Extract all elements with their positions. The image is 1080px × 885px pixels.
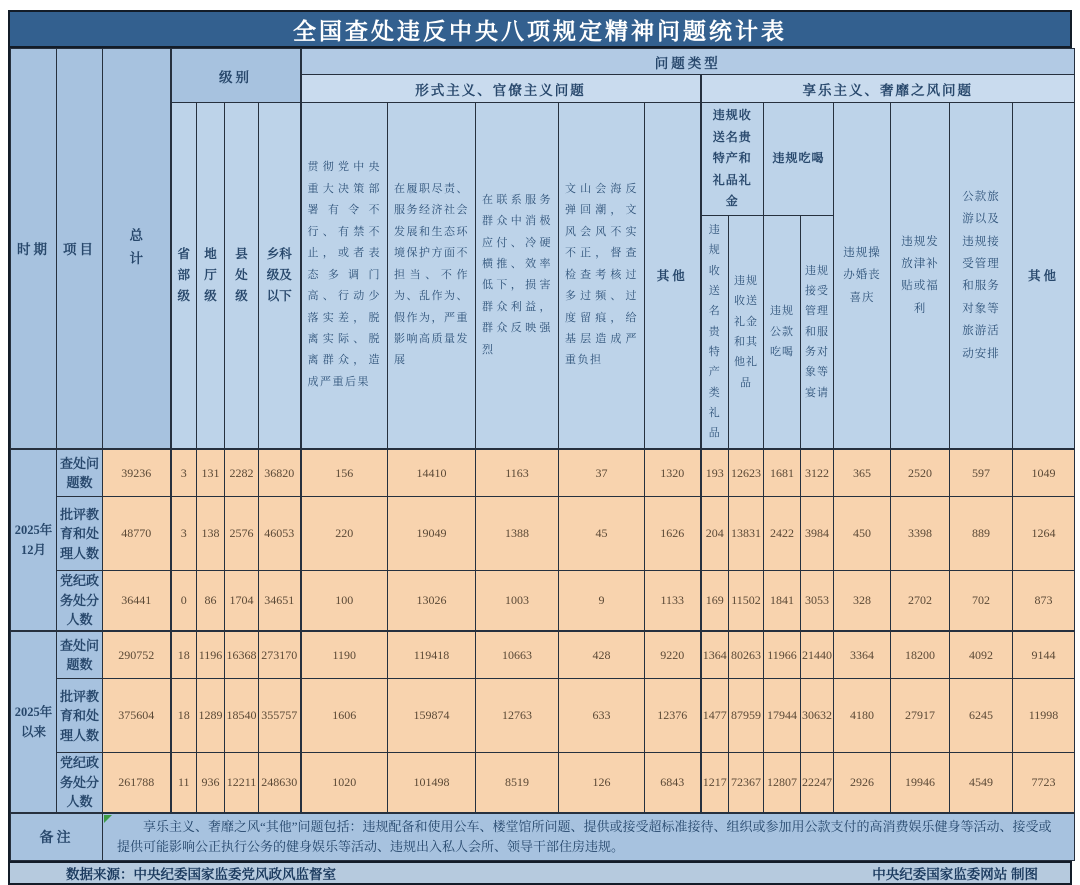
value-cell: 18 [171,631,197,679]
page-title: 全国查处违反中央八项规定精神问题统计表 [293,17,787,44]
value-cell: 261788 [103,753,171,813]
credit-text: 中央纪委国家监委网站 制图 [872,867,1038,883]
col-header-prefecture-level: 地厅级 [197,103,225,449]
value-cell: 1003 [476,571,559,631]
col-header-cash-gifts: 违规收送礼金和其他礼品 [729,215,764,448]
remark-row [11,813,1075,861]
value-cell: 8519 [476,753,559,813]
value-cell: 11502 [729,571,764,631]
value-cell: 193 [701,449,729,497]
value-cell: 11966 [764,631,801,679]
col-header-formalism-duty-performance: 在履职尽责、服务经济社会发展和生态环境保护方面不担当、不作为、乱作为、假作为，严重影响高质量发展 [388,103,476,449]
col-header-allowances-benefits: 违规发放津补贴或福利 [891,103,950,449]
value-cell: 138 [197,497,225,571]
value-cell: 9144 [1013,631,1075,679]
table-row [11,679,1075,753]
value-cell: 12211 [225,753,259,813]
col-header-township-level: 乡科级及以下 [259,103,301,449]
value-cell: 365 [834,449,891,497]
value-cell: 72367 [729,753,764,813]
value-cell: 21440 [801,631,834,679]
value-cell: 273170 [259,631,301,679]
value-cell: 873 [1013,571,1075,631]
footer-bar [10,861,1070,883]
value-cell: 2520 [891,449,950,497]
value-cell: 1841 [764,571,801,631]
col-header-weddings-funerals: 违规操办婚丧喜庆 [834,103,891,449]
value-cell: 1289 [197,679,225,753]
value-cell: 1320 [645,449,701,497]
value-cell: 248630 [259,753,301,813]
table-row [11,631,1075,679]
value-cell: 101498 [388,753,476,813]
col-header-formalism-policy-implementation: 贯彻党中央重大决策部署有令不行、有禁不止，或者表态多调门高、行动少落实差，脱离实际、脱离群众，造成严重后果 [301,103,388,449]
table-row [11,497,1075,571]
period-label: 2025年12月 [11,449,57,631]
col-header-hedonism-other: 其他 [1013,103,1075,449]
value-cell: 48770 [103,497,171,571]
col-header-public-funded-dining: 违规公款吃喝 [764,215,801,448]
value-cell: 1264 [1013,497,1075,571]
value-cell: 46053 [259,497,301,571]
value-cell: 702 [950,571,1013,631]
remark-body [11,813,1075,861]
remark-label: 备注 [11,813,103,861]
value-cell: 1217 [701,753,729,813]
value-cell: 156 [301,449,388,497]
value-cell: 2576 [225,497,259,571]
value-cell: 328 [834,571,891,631]
value-cell: 34651 [259,571,301,631]
value-cell: 119418 [388,631,476,679]
value-cell: 13026 [388,571,476,631]
value-cell: 1190 [301,631,388,679]
value-cell: 11 [171,753,197,813]
value-cell: 18200 [891,631,950,679]
value-cell: 3398 [891,497,950,571]
col-group-level: 级别 [171,49,301,103]
value-cell: 3053 [801,571,834,631]
value-cell: 6245 [950,679,1013,753]
value-cell: 9220 [645,631,701,679]
value-cell: 936 [197,753,225,813]
value-cell: 1388 [476,497,559,571]
value-cell: 2422 [764,497,801,571]
value-cell: 1681 [764,449,801,497]
value-cell: 18540 [225,679,259,753]
value-cell: 4092 [950,631,1013,679]
value-cell: 1020 [301,753,388,813]
row-label: 查处问题数 [57,631,103,679]
value-cell: 4180 [834,679,891,753]
value-cell: 30632 [801,679,834,753]
value-cell: 2702 [891,571,950,631]
col-group-dining: 违规吃喝 [764,103,834,216]
col-group-formalism: 形式主义、官僚主义问题 [301,75,701,103]
value-cell: 450 [834,497,891,571]
value-cell: 39236 [103,449,171,497]
col-header-formalism-other: 其他 [645,103,701,449]
value-cell: 0 [171,571,197,631]
table-row [11,449,1075,497]
value-cell: 9 [559,571,645,631]
value-cell: 10663 [476,631,559,679]
row-label: 批评教育和处理人数 [57,497,103,571]
value-cell: 45 [559,497,645,571]
value-cell: 36820 [259,449,301,497]
value-cell: 3 [171,497,197,571]
value-cell: 3122 [801,449,834,497]
header-row-columns [11,103,1075,216]
row-label: 党纪政务处分人数 [57,571,103,631]
value-cell: 12807 [764,753,801,813]
value-cell: 6843 [645,753,701,813]
value-cell: 3984 [801,497,834,571]
value-cell: 169 [701,571,729,631]
col-group-gifts: 违规收送名贵特产和礼品礼金 [701,103,764,216]
value-cell: 159874 [388,679,476,753]
col-header-banquets: 违规接受管理和服务对象等宴请 [801,215,834,448]
value-cell: 36441 [103,571,171,631]
value-cell: 126 [559,753,645,813]
value-cell: 86 [197,571,225,631]
value-cell: 290752 [103,631,171,679]
value-cell: 597 [950,449,1013,497]
row-label: 批评教育和处理人数 [57,679,103,753]
value-cell: 131 [197,449,225,497]
col-group-hedonism: 享乐主义、奢靡之风问题 [701,75,1075,103]
row-label: 党纪政务处分人数 [57,753,103,813]
value-cell: 1196 [197,631,225,679]
value-cell: 355757 [259,679,301,753]
value-cell: 16368 [225,631,259,679]
col-header-county-level: 县处级 [225,103,259,449]
remark-text: 享乐主义、奢靡之风“其他”问题包括：违规配备和使用公车、楼堂馆所问题、提供或接受超标准接待、组织或参加用公款支付的高消费娱乐健身等活动、接受或提供可能影响公正执行公务的健身娱乐等活动、违规出入私人会所、领导干部住房违规。 [103,813,1075,861]
value-cell: 1364 [701,631,729,679]
value-cell: 1704 [225,571,259,631]
value-cell: 1626 [645,497,701,571]
col-group-problem-type: 问题类型 [301,49,1075,75]
col-header-provincial-level: 省部级 [171,103,197,449]
value-cell: 17944 [764,679,801,753]
value-cell: 889 [950,497,1013,571]
col-header-period: 时期 [11,49,57,449]
value-cell: 1477 [701,679,729,753]
value-cell: 4549 [950,753,1013,813]
value-cell: 3364 [834,631,891,679]
value-cell: 1133 [645,571,701,631]
value-cell: 22247 [801,753,834,813]
value-cell: 1163 [476,449,559,497]
statistics-table [10,48,1075,861]
col-header-formalism-meetings-documents: 文山会海反弹回潮，文风会风不实不正，督查检查考核过多过频、过度留痕，给基层造成严重负担 [559,103,645,449]
col-header-specialty-gifts: 违规收送名贵特产类礼品 [701,215,729,448]
table-row [11,753,1075,813]
value-cell: 12763 [476,679,559,753]
value-cell: 37 [559,449,645,497]
value-cell: 11998 [1013,679,1075,753]
data-body [11,449,1075,813]
value-cell: 633 [559,679,645,753]
value-cell: 18 [171,679,197,753]
header-row-groups [11,49,1075,75]
value-cell: 12376 [645,679,701,753]
value-cell: 375604 [103,679,171,753]
table-row [11,571,1075,631]
value-cell: 7723 [1013,753,1075,813]
value-cell: 3 [171,449,197,497]
value-cell: 12623 [729,449,764,497]
value-cell: 27917 [891,679,950,753]
value-cell: 1049 [1013,449,1075,497]
value-cell: 80263 [729,631,764,679]
value-cell: 87959 [729,679,764,753]
value-cell: 2926 [834,753,891,813]
value-cell: 14410 [388,449,476,497]
value-cell: 19049 [388,497,476,571]
value-cell: 204 [701,497,729,571]
value-cell: 1606 [301,679,388,753]
value-cell: 13831 [729,497,764,571]
period-label: 2025年以来 [11,631,57,813]
data-source-text: 数据来源：中央纪委国家监委党风政风监督室 [66,867,336,883]
col-header-item: 项目 [57,49,103,449]
value-cell: 19946 [891,753,950,813]
title-bar [10,12,1070,48]
col-header-formalism-serving-masses: 在联系服务群众中消极应付、冷硬横推、效率低下，损害群众利益，群众反映强烈 [476,103,559,449]
value-cell: 100 [301,571,388,631]
statistics-table-frame [8,10,1072,885]
value-cell: 428 [559,631,645,679]
row-label: 查处问题数 [57,449,103,497]
value-cell: 2282 [225,449,259,497]
col-header-total-label: 总计 [129,228,143,267]
col-header-total [103,49,171,449]
col-header-public-funded-travel: 公款旅游以及违规接受管理和服务对象等旅游活动安排 [950,103,1013,449]
value-cell: 220 [301,497,388,571]
